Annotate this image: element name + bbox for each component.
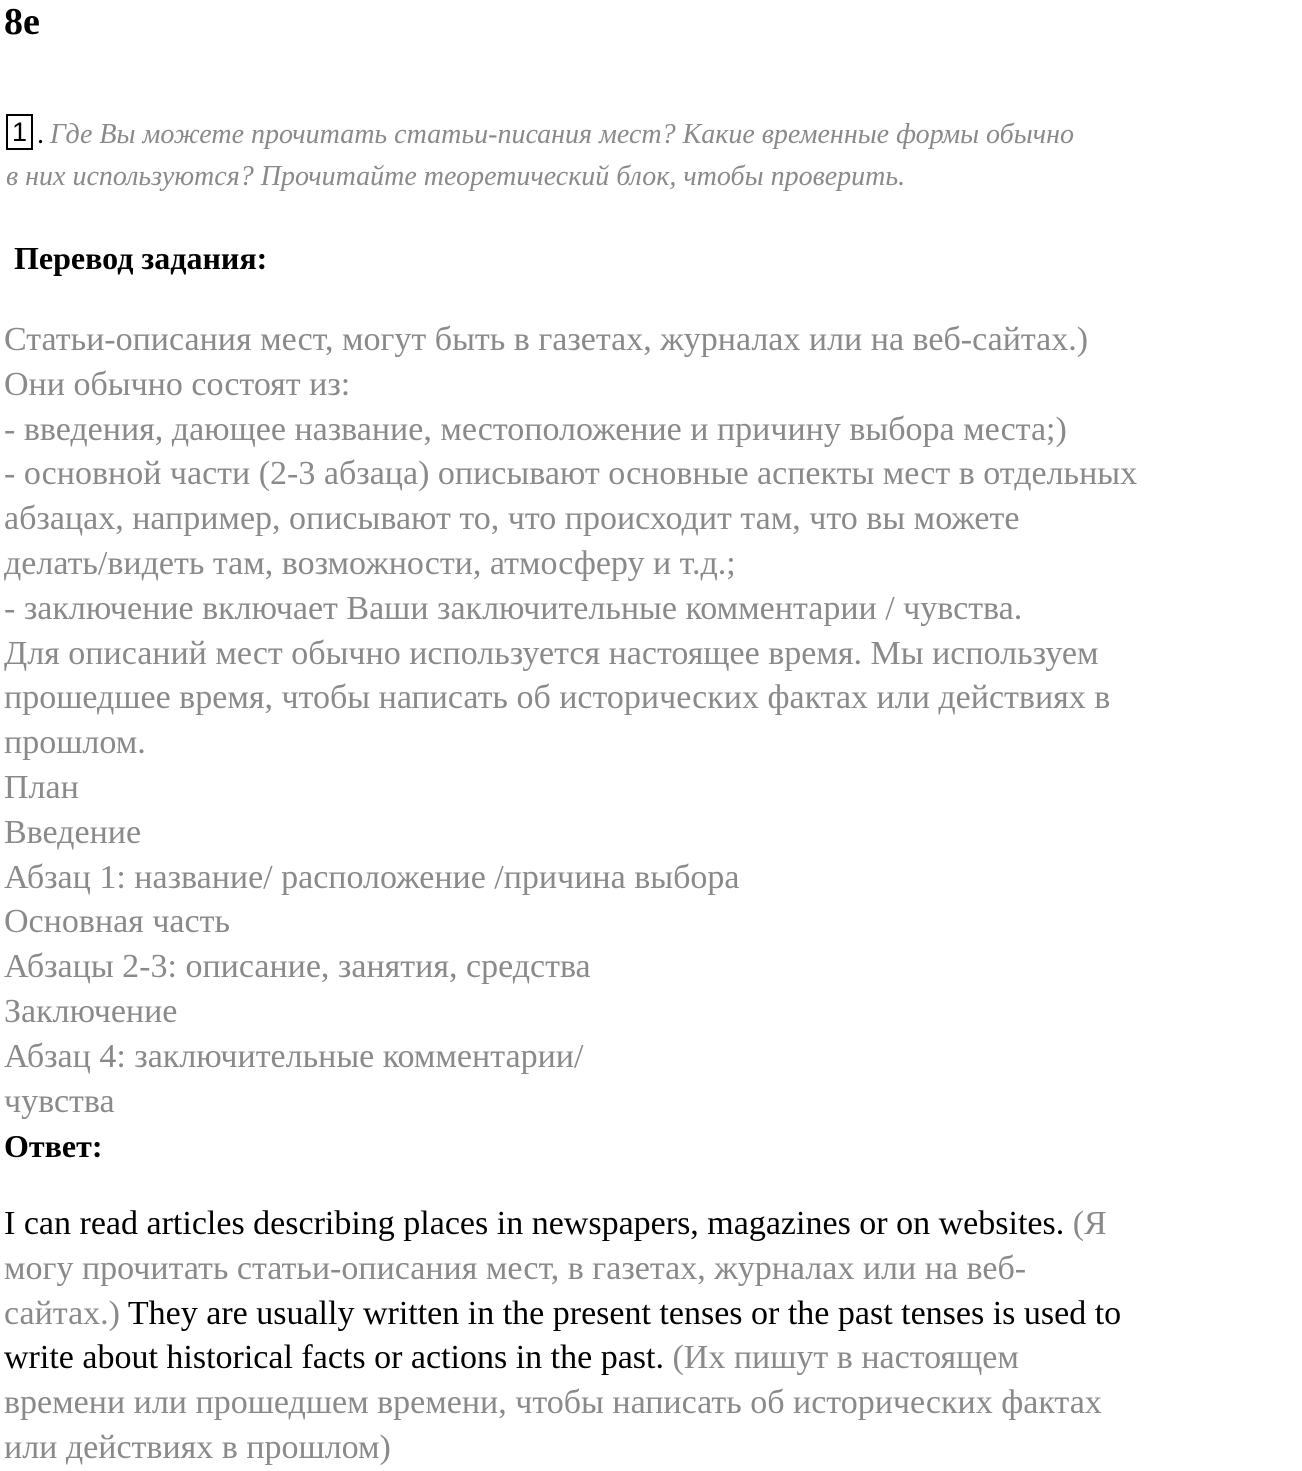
translation-line: - введения, дающее название, местоположение и причину выбора места;) <box>4 410 1067 448</box>
translation-line: Абзац 4: заключительные комментарии/ <box>4 1037 584 1075</box>
answer-russian-translation-2a: (Их пишут в настоящем <box>672 1339 1019 1377</box>
task-number-box: 1 <box>6 114 33 150</box>
answer-russian-translation-2c: или действиях в прошлом) <box>4 1428 391 1466</box>
task-text-line-2: в них используются? Прочитайте теоретический блок, чтобы проверить. <box>6 161 906 192</box>
answer-text <box>4 1202 1300 1471</box>
translation-line: чувства <box>4 1082 115 1120</box>
translation-text <box>4 318 1300 1124</box>
answer-russian-translation-1c: сайтах.) <box>4 1294 120 1332</box>
translation-heading: Перевод задания: <box>14 240 268 276</box>
answer-english-sentence-2a: They are usually written in the present tenses or the past tenses is used to <box>127 1294 1122 1332</box>
answer-russian-translation-2b: времени или прошедшем времени, чтобы написать об исторических фактах <box>4 1384 1102 1422</box>
task-text-line-1: Где Вы можете прочитать статьи-писания мест? Какие временные формы обычно <box>50 119 1074 150</box>
answer-english-sentence-2b: write about historical facts or actions in the past. <box>4 1339 664 1377</box>
translation-line: прошедшее время, чтобы написать об исторических фактах или действиях в <box>4 679 1111 717</box>
task-block <box>6 114 1296 198</box>
translation-line: абзацах, например, описывают то, что происходит там, что вы можете <box>4 500 1020 538</box>
translation-line: Для описаний мест обычно используется настоящее время. Мы используем <box>4 634 1099 672</box>
translation-line: - заключение включает Ваши заключительные комментарии / чувства. <box>4 589 1023 627</box>
answer-heading: Ответ: <box>4 1128 103 1164</box>
translation-line: Заключение <box>4 992 178 1030</box>
answer-russian-translation-1a: (Я <box>1072 1205 1107 1242</box>
answer-english-sentence-1: I can read articles describing places in newspapers, magazines or on websites. <box>4 1205 1065 1242</box>
translation-line: План <box>4 768 79 806</box>
translation-line: Введение <box>4 813 142 851</box>
translation-line: прошлом. <box>4 724 146 762</box>
translation-line: делать/видеть там, возможности, атмосферу и т.д.; <box>4 544 736 582</box>
translation-line: Статьи-описания мест, могут быть в газетах, журналах или на веб-сайтах.) <box>4 321 1089 358</box>
translation-line: Абзац 1: название/ расположение /причина выбора <box>4 858 740 896</box>
lesson-id: 8e <box>4 1 40 43</box>
translation-line: Они обычно состоят из: <box>4 365 351 403</box>
translation-line: Основная часть <box>4 903 230 941</box>
translation-line: - основной части (2-3 абзаца) описывают основные аспекты мест в отдельных <box>4 455 1138 493</box>
translation-line: Абзацы 2-3: описание, занятия, средства <box>4 948 591 986</box>
task-number-dot: . <box>37 119 45 150</box>
answer-russian-translation-1b: могу прочитать статьи-описания мест, в газетах, журналах или на веб- <box>4 1249 1027 1287</box>
